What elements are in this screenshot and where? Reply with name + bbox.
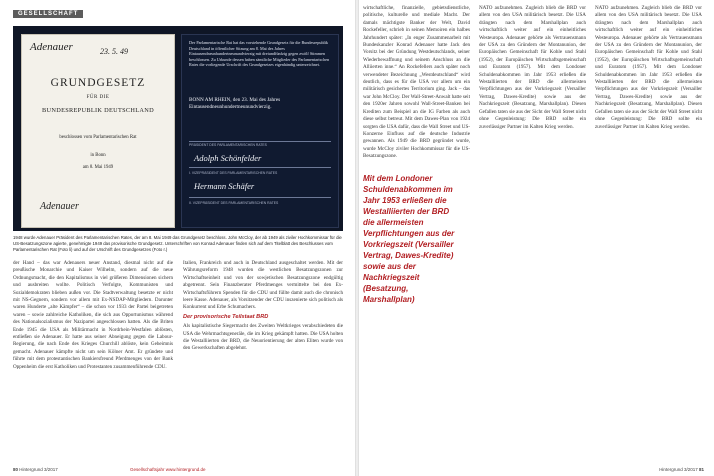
doc-title: GRUNDGESETZ bbox=[50, 77, 146, 89]
certificate-text: Der Parlamentarische Rat hat das vorstehende Grundgesetz für die Bundesrepublik Deutschland in öffentlicher Sitzung am 8. Mai des Jahres Eintausendneunhundertneunundvierzig mit dreiundfünfzig gegen zwölf Stimmen beschlossen. Zu Urkunde dessen haben sämtliche Mitglieder des Parlamentarischen Rates die vorliegende Urschrift des Grundgesetzes eigenhändig unterzeichnet. bbox=[189, 40, 330, 68]
magazine-issue-right: Hintergrund 3/2017 bbox=[659, 467, 698, 472]
signature-adenauer: Adenauer bbox=[30, 41, 73, 53]
footer-right bbox=[659, 467, 704, 472]
pull-quote: Mit dem Londoner Schuldenabkommen im Jahr 1953 erließen die Westalliierten der BRD die allermeisten Verpflichtungen aus der Vorkriegszeit (Versailler Vertrag, Dawes-Kredite) sowie aus der Nachkriegszeit (Besatzung, Marshallplan) bbox=[363, 174, 455, 304]
left-column-2b-text: Als kapitalistische Siegermacht des Zweiten Weltkrieges verabschiedeten die USA die Wehrmachtsgeneräle, die im Krieg gekämpft hatten. Die USA holten die Westalliierten der BRD, die Neuorientierung der alten Eliten wurde von den Gewerkschaften abgelehnt. bbox=[183, 323, 343, 352]
doc-fuer: FÜR DIE bbox=[86, 95, 110, 100]
left-column-2-text: Italien, Frankreich und auch in Deutschland ausgeschaltet werden. Mit der Währungsreform 1948 wurden die westlichen Besatzungszonen zur Wirtschaftseinheit und von der sowjetischen Besatzungszone endgültig abgetrennt. Sein Finanzberater Pferdmenges vermittelte bei den Ex-Wirtschaftsführern Spenden für die CDU und füllte damit auch die chronisch leere Kasse. Adenauer, als Vorsitzender der CDU inszenierte sich politisch als Konkurrent und Erbe Schumachers. bbox=[183, 260, 343, 311]
right-column-1-text: wirtschaftliche, finanzielle, gebietsdienstliche, politische, kulturelle und mediale Macht. Der damals mächtigste Banker der Welt, David Rockefeller, schrieb in seinen Memoiren ein halbes Jahrhundert später: „In enger Zusammenarbeit mit Bundeskanzler Konrad Adenauer hatte Jack den Vorsitz bei der Gründung Westdeutschlands, seiner Wiederbewaffnung und seinem Anschluss an die Alliierten inne.“ An Rockefellers auch später noch verwendeter Bezeichnung „Westdeutschland“ wird deutlich, dass es für die USA vor allem um ein militärisch gesichertes Territorium ging. Jack – das war John McCloy. Der Wall-Street-Anwalt hatte seit den 1920er Jahren sowohl Wall-Street-Banken bei Krediten zum Beispiel an die IG Farben als auch diese selbst betreut. Mit dem Dawes-Plan von 1924 sorgten die USA dafür, dass die Wall Street und US-Konzerne Einfluss auf die deutsche Industrie gewannen. Als 1949 die BRD gegründet wurde, wurde McCloy ziviler Hochkommissar für die US-Besatzungszone. bbox=[363, 5, 470, 160]
grundgesetz-certificate bbox=[181, 34, 339, 228]
doc-council: beschlossen vom Parlamentarischen Rat bbox=[59, 135, 137, 140]
left-column-1-text: der Hand – das war Adenauers neuer Anstand, diesmal nicht auf die preußische Monarchie und Kaiser Wilhelm, sondern auf die neue Ordnungsmacht, die den Kapitalismus in viel größeren Dimensionen sichern und ausbreiten wollte. Politisch Verfolgte, Kommunisten und Sozialdemokraten blieben außen vor. Die Stadtverwaltung besetzte er nicht mit NS-Gegnern, sondern vor allem mit Ex-NSDAP-Mitgliedern. Darunter waren Hunderte „alte Kämpfer“ – die schon vor 1933 der Partei beigetreten waren – sowie zahlreiche Katholiken, die sich aus Opportunismus während des Nationalsozialismus der Nazipartei angeschlossen hatten. Als die Briten Ende 1945 die USA als Militärmacht in Nordrhein-Westfalen ablösten, entließen sie Adenauer. Er hatte aus seiner Abneigung gegen die Labour-Regierung, die nach Ende des Krieges Churchill ablöste, kein Geheimnis gemacht. Adenauer kämpfte nicht um sein Kölner Amt. Er gründete und führte mit dem protestantischen Bankiersfreund Pferdmenges von der Bank Oppenheim die erst Katholiken und Protestanten zusammenführende CDU. bbox=[13, 260, 173, 370]
vp-label: I. VIZEPRÄSIDENT DES PARLAMENTARISCHEN RATES bbox=[189, 171, 278, 175]
right-page bbox=[359, 0, 714, 476]
subheading: Der provisorische Teilstaat BRD bbox=[183, 313, 269, 320]
signature-line-1 bbox=[189, 125, 331, 142]
right-column-2-text: NATO aufzunehmen. Zugleich blieb die BRD vor allem von den USA militärisch besetzt. Die USA drängten nach dem Marshallplan auch wirtschaftlich weiter auf ein einheitliches Westeuropa. Adenauer gehörte als Vertrauensmann der USA zu den Gründern der Montanunion, der Europäischen Gemeinschaft für Kohle und Stahl (1952), der Europäischen Wirtschaftsgemeinschaft und Euratom (1957). Mit dem Londoner Schuldenabkommen im Jahr 1953 erließen die Westalliierten der BRD die allermeisten Verpflichtungen aus der Vorkriegszeit (Versailler Vertrag, Dawes-Kredite) sowie aus der Nachkriegszeit (Besatzung, Marshallplan). Diesen Gefallen taten sie aus der Sicht der Wall Street nicht ohne Gegenleistung: Die BRD sollte ein zuverlässiger Partner im Kalten Krieg werden. bbox=[479, 5, 586, 130]
signature-adenauer-bottom: Adenauer bbox=[40, 201, 79, 212]
certificate-bonn: BONN AM RHEIN, den 23. Mai des Jahres Eintausendneunhundertneunundvierzig. bbox=[189, 97, 281, 110]
vp2-label: II. VIZEPRÄSIDENT DES PARLAMENTARISCHEN RATES bbox=[189, 201, 279, 205]
document-photo bbox=[13, 26, 343, 231]
doc-country: BUNDESREPUBLIK DEUTSCHLAND bbox=[42, 107, 154, 114]
magazine-issue-left: Hintergrund 3/2017 bbox=[19, 467, 58, 472]
left-text-columns bbox=[13, 260, 343, 455]
signature-schaefer: Hermann Schäfer bbox=[194, 181, 255, 191]
page-number-right: 81 bbox=[698, 467, 704, 472]
doc-place: in Bonn bbox=[90, 153, 106, 158]
left-column-2 bbox=[183, 260, 343, 455]
signature-line-3 bbox=[189, 197, 331, 198]
footer-center: Gesellschaftsjahr www.hintergrund.de bbox=[130, 467, 206, 472]
section-tag: GESELLSCHAFT bbox=[13, 10, 83, 18]
right-column-3-text: NATO aufzunehmen. Zugleich blieb die BRD vor allem von den USA militärisch besetzt. Die USA drängten nach dem Marshallplan auch wirtschaftlich weiter auf ein einheitliches Westeuropa. Adenauer gehörte als Vertrauensmann der USA zu den Gründern der Montanunion, der Europäischen Gemeinschaft für Kohle und Stahl (1952), der Europäischen Wirtschaftsgemeinschaft und Euratom (1957). Mit dem Londoner Schuldenabkommen im Jahr 1953 erließen die Westalliierten der BRD die allermeisten Verpflichtungen aus der Vorkriegszeit (Versailler Vertrag, Dawes-Kredite) sowie aus der Nachkriegszeit (Besatzung, Marshallplan). Diesen Gefallen taten sie aus der Sicht der Wall Street nicht ohne Gegenleistung: Die BRD sollte ein zuverlässiger Partner im Kalten Krieg werden. bbox=[595, 5, 702, 130]
left-column-1 bbox=[13, 260, 173, 455]
doc-date: am 8. Mai 1949 bbox=[82, 165, 114, 170]
president-label: PRÄSIDENT DES PARLAMENTARISCHEN RATES bbox=[189, 143, 267, 147]
photo-caption: 1948 wurde Adenauer Präsident des Parlamentarischen Rates, der am 8. Mai 1949 das Grundgesetz beschloss. John McCloy, der ab 1949 als ziviler Hochkommissar für die US-Besatzungszone agierte, genehmigte 1949 das provisorische Grundgesetz. Unterschriften von Konrad Adenauer finden sich auf dem Titelblatt des Beschlusses vom Parlamentarischen Rat (Foto li) und auf der Urschrift des Grundgesetzes (Foto r.) bbox=[13, 235, 342, 252]
footer-left bbox=[13, 467, 58, 472]
right-column-2 bbox=[479, 5, 586, 451]
left-page bbox=[0, 0, 355, 476]
signature-schoenfelder: Adolph Schönfelder bbox=[194, 153, 262, 163]
signature-date: 23. 5. 49 bbox=[100, 47, 128, 56]
grundgesetz-title-page bbox=[21, 34, 175, 228]
page-number-left: 80 bbox=[13, 467, 19, 472]
signature-line-2 bbox=[189, 167, 331, 168]
right-column-3 bbox=[595, 5, 702, 451]
